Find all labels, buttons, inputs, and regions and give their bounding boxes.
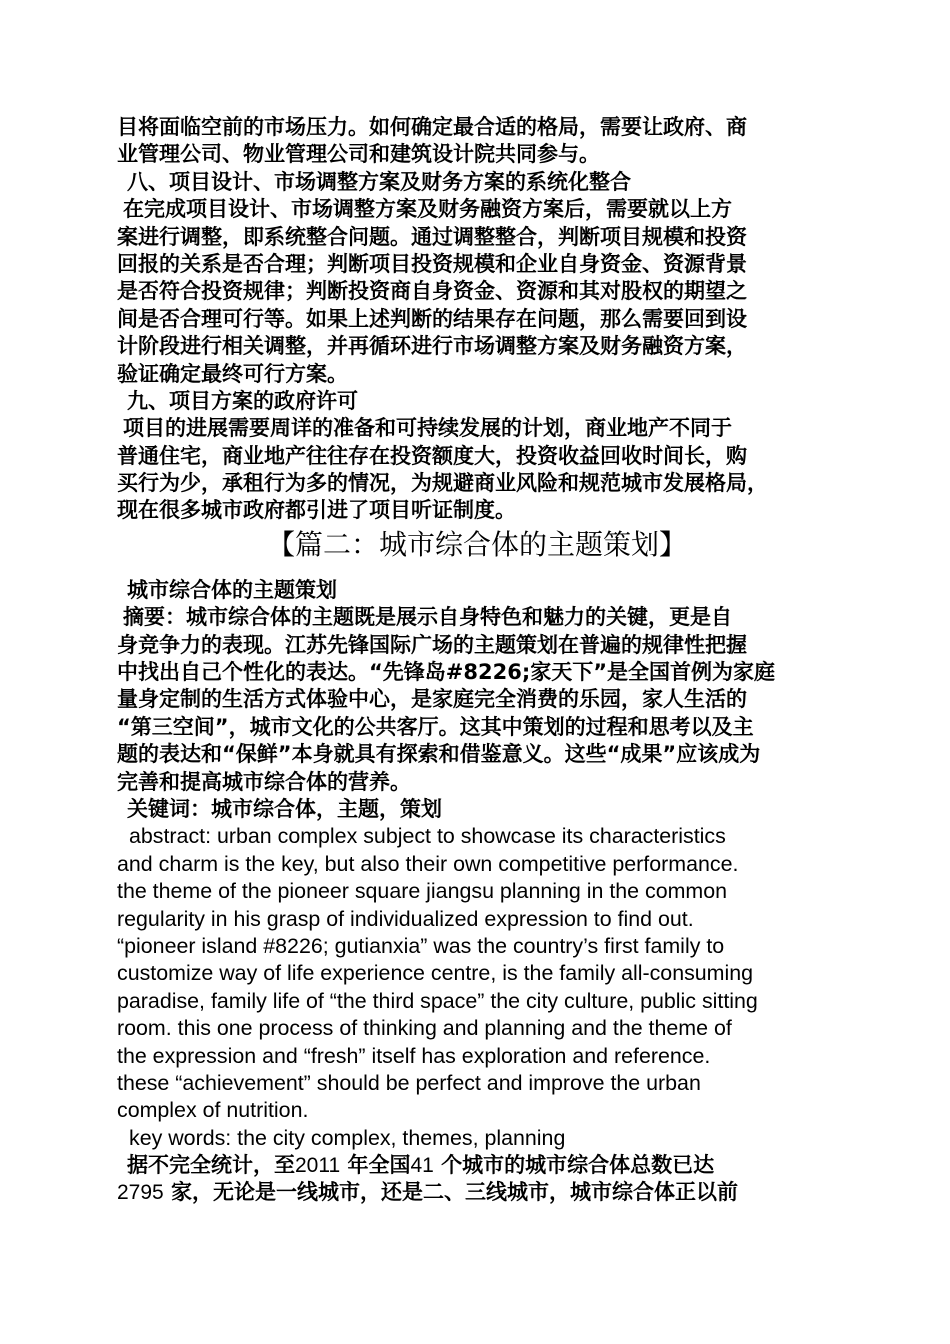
- abstract-line: 完善和提高城市综合体的营养。: [117, 769, 411, 794]
- abstract-line: 身竞争力的表现。江苏先锋国际广场的主题策划在普遍的规律性把握: [117, 632, 747, 657]
- abstract-en-line: these “achievement” should be perfect and improve the urban: [117, 1070, 701, 1095]
- article-subtitle: 城市综合体的主题策划: [127, 577, 337, 602]
- text-line: 在完成项目设计、市场调整方案及财务融资方案后，需要就以上方: [123, 197, 732, 222]
- abstract-line: 题的表达和“保鲜”本身就具有探索和借鉴意义。这些“成果”应该成为: [117, 742, 761, 767]
- abstract-en-line: paradise, family life of “the third space” the city culture, public sitting: [117, 988, 758, 1013]
- stat-number: 41: [410, 1154, 434, 1178]
- text-line: 回报的关系是否合理；判断项目投资规模和企业自身资金、资源背景: [117, 251, 747, 276]
- abstract-line: “第三空间”，城市文化的公共客厅。这其中策划的过程和思考以及主: [117, 714, 754, 739]
- text-line: 买行为少，承租行为多的情况，为规避商业风险和规范城市发展格局，: [117, 471, 768, 496]
- text-line: 是否符合投资规律；判断投资商自身资金、资源和其对股权的期望之: [117, 279, 747, 304]
- text-line: 目将面临空前的市场压力。如何确定最合适的格局，需要让政府、商: [117, 115, 747, 139]
- abstract-en-line: room. this one process of thinking and planning and the theme of: [117, 1016, 732, 1041]
- abstract-line: 摘要：城市综合体的主题既是展示自身特色和魅力的关键，更是自: [123, 605, 732, 630]
- abstract-en-line: the theme of the pioneer square jiangsu planning in the common: [117, 879, 728, 904]
- document-page: [117, 114, 837, 1207]
- stat-number: 2795: [117, 1181, 164, 1205]
- abstract-en-line: the expression and “fresh” itself has exploration and reference.: [117, 1043, 711, 1068]
- stat-number: 2011: [295, 1154, 341, 1178]
- keywords-cn: 关键词：城市综合体，主题，策划: [127, 796, 442, 821]
- text-line: 项目的进展需要周详的准备和可持续发展的计划，商业地产不同于: [123, 416, 732, 441]
- text-line: 案进行调整，即系统整合问题。通过调整整合，判断项目规模和投资: [117, 224, 747, 249]
- abstract-en-line: customize way of life experience centre, is the family all-consuming: [117, 961, 754, 986]
- text-line: 业管理公司、物业管理公司和建筑设计院共同参与。: [117, 142, 600, 167]
- section-heading-8: 八、项目设计、市场调整方案及财务方案的系统化整合: [127, 169, 631, 194]
- stat-line: [117, 1179, 837, 1206]
- text-line: 计阶段进行相关调整，并再循环进行市场调整方案及财务融资方案，: [117, 334, 747, 359]
- section-title: 【篇二：城市综合体的主题策划】: [266, 527, 687, 561]
- stat-text: 家，无论是一线城市，还是二、三线城市，城市综合体正以前: [171, 1180, 739, 1205]
- abstract-en-line: complex of nutrition.: [117, 1098, 309, 1123]
- section-heading-9: 九、项目方案的政府许可: [127, 388, 358, 413]
- text-line: 验证确定最终可行方案。: [117, 361, 348, 386]
- text-line: 现在很多城市政府都引进了项目听证制度。: [117, 498, 516, 523]
- abstract-en-line: and charm is the key, but also their own competitive performance.: [117, 851, 739, 876]
- stat-text: 据不完全统计，至: [127, 1153, 295, 1178]
- stat-text: 年全国: [347, 1153, 411, 1178]
- abstract-en-line: abstract: urban complex subject to showcase its characteristics: [129, 824, 726, 849]
- text-line: 普通住宅，商业地产往往存在投资额度大，投资收益回收时间长，购: [117, 443, 747, 468]
- keywords-en: key words: the city complex, themes, planning: [129, 1125, 566, 1150]
- abstract-en-line: “pioneer island #8226; gutianxia” was the country’s first family to: [117, 933, 725, 958]
- abstract-line: 中找出自己个性化的表达。“先锋岛#8226;家天下”是全国首例为家庭: [117, 660, 776, 685]
- abstract-line: 量身定制的生活方式体验中心，是家庭完全消费的乐园，家人生活的: [117, 687, 747, 712]
- abstract-en-line: regularity in his grasp of individualized expression to find out.: [117, 906, 694, 931]
- stat-text: 个城市的城市综合体总数已达: [441, 1153, 715, 1178]
- stat-line: [117, 1152, 837, 1179]
- text-line: 间是否合理可行等。如果上述判断的结果存在问题，那么需要回到设: [117, 306, 747, 331]
